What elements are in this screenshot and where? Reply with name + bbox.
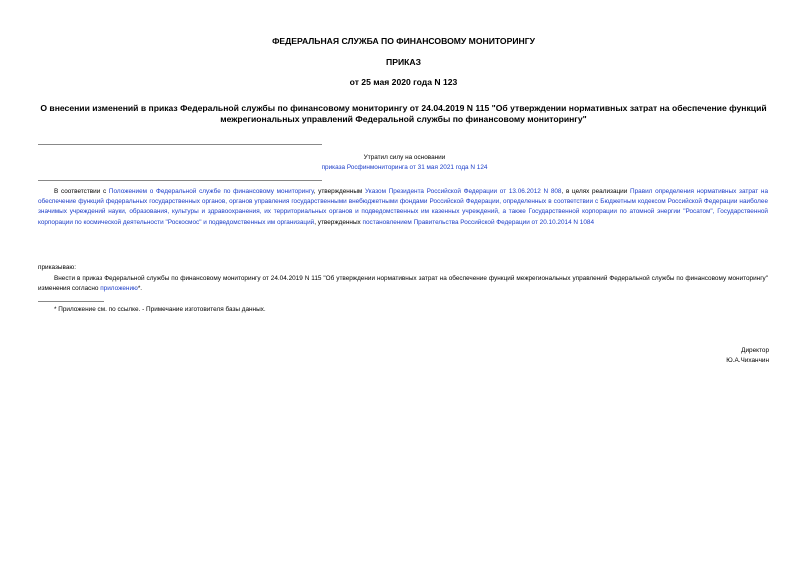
divider-top (38, 144, 322, 145)
document-date-number: от 25 мая 2020 года N 123 (349, 77, 458, 87)
footnote-divider (38, 301, 104, 302)
amendment-paragraph (38, 274, 768, 294)
repeal-order-link[interactable]: приказа Росфинмониторинга от 31 мая 2021 года N 124 (321, 164, 488, 171)
preamble-text-3: , в целях реализации (561, 188, 631, 195)
preamble-paragraph (38, 187, 768, 228)
amendment-text-1: Внести в приказ Федеральной службы по финансовому мониторингу от 24.04.2019 N 115 "Об утверждении нормативных затрат на обеспечение функций межрегиональных управлений Федеральной службы по финансовому мониторингу" изменения согласно (38, 275, 768, 293)
preamble-text-2: , утвержденным (313, 188, 365, 195)
regulation-link[interactable]: Положением о Федеральной службе по финансовому мониторингу (108, 188, 314, 195)
document-type: ПРИКАЗ (386, 57, 421, 67)
signatory-position: Директор (741, 347, 769, 354)
document-title: О внесении изменений в приказ Федеральной службы по финансовому мониторингу от 24.04.2019 N 115 "Об утверждении нормативных затрат на обеспечение функций межрегиональных управлений Федеральной службы по финансовому мониторингу" (40, 103, 767, 124)
status-note (280, 153, 529, 173)
signatory-name: Ю.А.Чиханчин (726, 357, 769, 364)
status-note-text: Утратил силу на основании (363, 154, 446, 161)
amendment-text-2: *. (137, 285, 143, 293)
divider-bottom (38, 180, 322, 181)
footnote: * Приложение см. по ссылке. - Примечание изготовителя базы данных. (54, 306, 266, 313)
preamble-text-4: , утвержденных (314, 218, 363, 226)
appendix-link[interactable]: приложению (100, 285, 138, 293)
resolution-link[interactable]: постановлением Правительства Российской Федерации от 20.10.2014 N 1084 (362, 218, 595, 226)
decree-link[interactable]: Указом Президента Российской Федерации от 13.06.2012 N 808 (365, 188, 562, 195)
preamble-text-1: В соответствии с (54, 188, 109, 195)
agency-heading: ФЕДЕРАЛЬНАЯ СЛУЖБА ПО ФИНАНСОВОМУ МОНИТОРИНГУ (272, 36, 535, 46)
rules-link[interactable]: Правил определения нормативных затрат на обеспечение функций федеральных государственных органов, органов управления государственными внебюджетными фондами Российской Федерации, определенных в соответствии с Бюджетным кодексом Российской Федерации наиболее значимых учреждений науки, образования, культуры и здравоохранения, их территориальных органов и подведомственных им казенных учреждений, а также Государственной корпорации по атомной энергии "Росатом", Государственной корпорации по космической деятельности "Роскосмос" и подведомственных им организаций (38, 188, 768, 226)
order-word: приказываю: (38, 264, 76, 271)
